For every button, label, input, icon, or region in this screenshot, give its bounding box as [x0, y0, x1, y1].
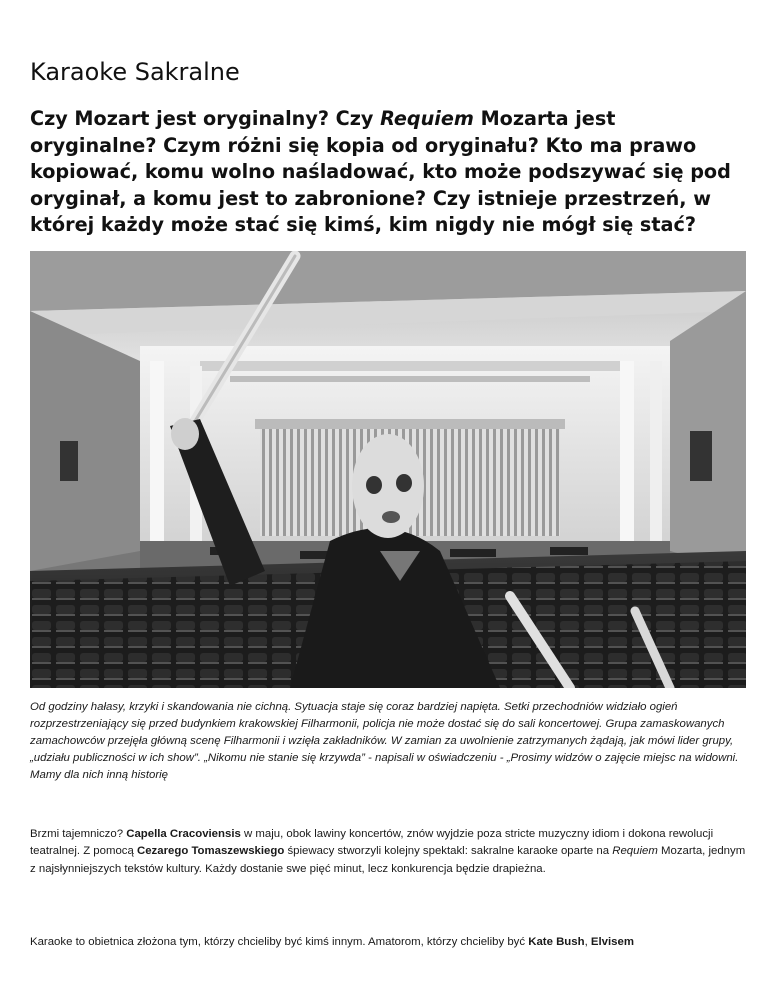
lead-text-1: Czy Mozart jest oryginalny? Czy: [30, 107, 381, 130]
lead-emphasis: Requiem: [380, 107, 474, 130]
para1-bold-2: Cezarego Tomaszewskiego: [137, 845, 285, 858]
para1-text-4: Mozarta, jednym z najsłynniejszych tekstów kultury. Każdy dostanie swe pięć minut, lecz konkurencja będzie drapieżna.: [30, 845, 746, 875]
para1-text-1: Brzmi tajemniczo?: [30, 828, 127, 840]
body-paragraph-2: [30, 934, 746, 951]
para1-text-3: śpiewacy stworzyli kolejny spektakl: sakralne karaoke oparte na: [284, 845, 613, 858]
para2-text-1: Karaoke to obietnica złożona tym, którzy chcieliby być kimś innym. Amatorom, którzy chcieliby być: [30, 936, 529, 948]
page-title: Karaoke Sakralne: [30, 58, 240, 86]
para2-text-2: ,: [584, 936, 591, 948]
concert-hall-photo: [30, 251, 746, 688]
para2-bold-2: Elvisem: [590, 936, 634, 948]
para1-text-2: w maju, obok lawiny koncertów, znów wyjdzie poza stricte muzyczny idiom i dokona rewolucji teatralnej. Z pomocą: [30, 828, 714, 858]
lead-paragraph: [30, 106, 742, 239]
para1-italic-1: Requiem: [612, 845, 658, 858]
para2-bold-1: Kate Bush: [528, 936, 585, 948]
lead-text-2: Mozarta jest oryginalne? Czym różni się kopia od oryginału? Kto ma prawo kopiować, komu wolno naśladować, kto może podszywać się pod oryginał, a komu jest to zabronione? Czy istnieje przestrzeń, w której każdy może stać się kimś, kim nigdy nie mógł się stać?: [30, 107, 731, 236]
photo-caption: Od godziny hałasy, krzyki i skandowania nie cichną. Sytuacja staje się coraz bardziej napięta. Setki przechodniów widziało ogień rozprzestrzeniający się przed budynkiem krakowskiej Filharmonii, policja nie może dostać się do sali koncertowej. Grupa zamaskowanych zamachowców przejęła główną scenę Filharmonii i wzięła zakładników. W zamian za uwolnienie zatrzymanych żądają, jak mówi lider grupy, „udziału publiczności w ich show”. „Nikomu nie stanie się krzywda” - napisali w oświadczeniu - „Prosimy widzów o zajęcie miejsc na widowni. Mamy dla nich inną historię: [30, 701, 739, 781]
body-paragraph-1: [30, 826, 746, 878]
para1-bold-1: Capella Cracoviensis: [126, 828, 241, 840]
